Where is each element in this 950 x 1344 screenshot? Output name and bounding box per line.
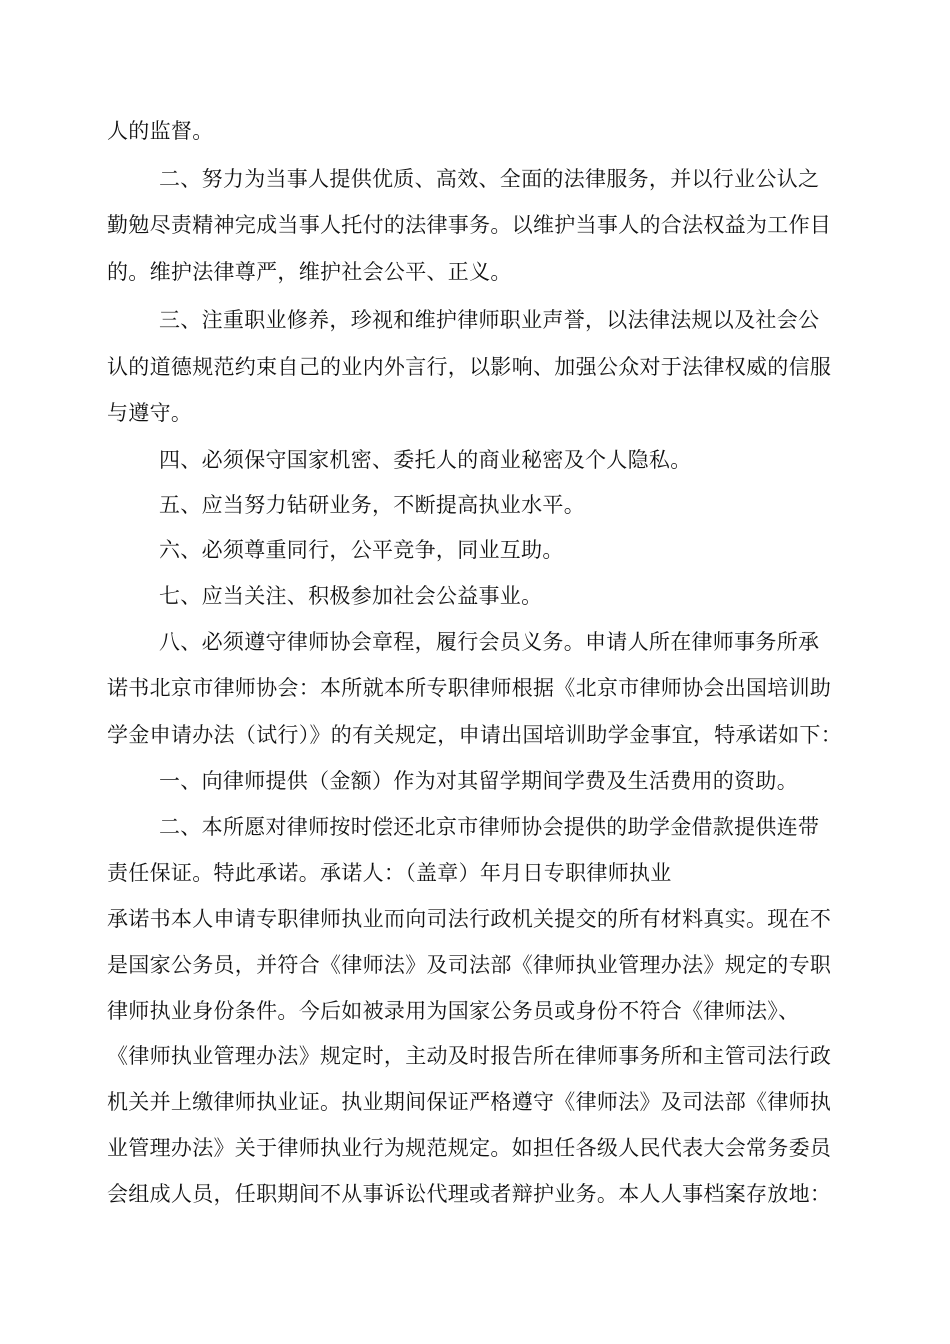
paragraph-line: 四、必须保守国家机密、委托人的商业秘密及个人隐私。 — [159, 448, 692, 472]
paragraph-line: 七、应当关注、积极参加社会公益事业。 — [159, 584, 543, 608]
paragraph-line: 三、注重职业修养，珍视和维护律师职业声誉，以法律法规以及社会公 — [159, 308, 820, 332]
text-line: 勤勉尽责精神完成当事人托付的法律事务。以维护当事人的合法权益为工作目 — [107, 213, 832, 237]
text-line: 学金申请办法（试行）》的有关规定，申请出国培训助学金事宜，特承诺如下： — [107, 723, 842, 747]
paragraph-line: 五、应当努力钻研业务，不断提高执业水平。 — [159, 493, 585, 517]
text-line: 诺书北京市律师协会：本所就本所专职律师根据《北京市律师协会出国培训助 — [107, 676, 832, 700]
text-line: 《律师执业管理办法》规定时，主动及时报告所在律师事务所和主管司法行政 — [107, 1044, 832, 1068]
paragraph-line: 八、必须遵守律师协会章程，履行会员义务。申请人所在律师事务所承 — [159, 630, 820, 654]
text-line: 业管理办法》关于律师执业行为规范规定。如担任各级人民代表大会常务委员 — [107, 1136, 832, 1160]
paragraph-line: 二、努力为当事人提供优质、高效、全面的法律服务，并以行业公认之 — [159, 167, 820, 191]
text-line: 的。维护法律尊严，维护社会公平、正义。 — [107, 260, 512, 284]
text-line: 律师执业身份条件。今后如被录用为国家公务员或身份不符合《律师法》、 — [107, 999, 800, 1023]
text-line: 会组成人员，任职期间不从事诉讼代理或者辩护业务。本人人事档案存放地： — [107, 1182, 832, 1206]
paragraph-line: 一、向律师提供（金额）作为对其留学期间学费及生活费用的资助。 — [159, 769, 798, 793]
paragraph-line: 二、本所愿对律师按时偿还北京市律师协会提供的助学金借款提供连带 — [159, 815, 820, 839]
text-line: 机关并上缴律师执业证。执业期间保证严格遵守《律师法》及司法部《律师执 — [107, 1090, 832, 1114]
paragraph-line: 六、必须尊重同行，公平竞争，同业互助。 — [159, 538, 564, 562]
text-line: 是国家公务员，并符合《律师法》及司法部《律师执业管理办法》规定的专职 — [107, 953, 832, 977]
text-line: 责任保证。特此承诺。承诺人：（盖章）年月日专职律师执业 — [107, 861, 672, 885]
text-line: 人的监督。 — [107, 119, 214, 143]
text-line: 与遵守。 — [107, 401, 193, 425]
text-line: 认的道德规范约束自己的业内外言行，以影响、加强公众对于法律权威的信服 — [107, 355, 832, 379]
text-line: 承诺书本人申请专职律师执业而向司法行政机关提交的所有材料真实。现在不 — [107, 907, 832, 931]
